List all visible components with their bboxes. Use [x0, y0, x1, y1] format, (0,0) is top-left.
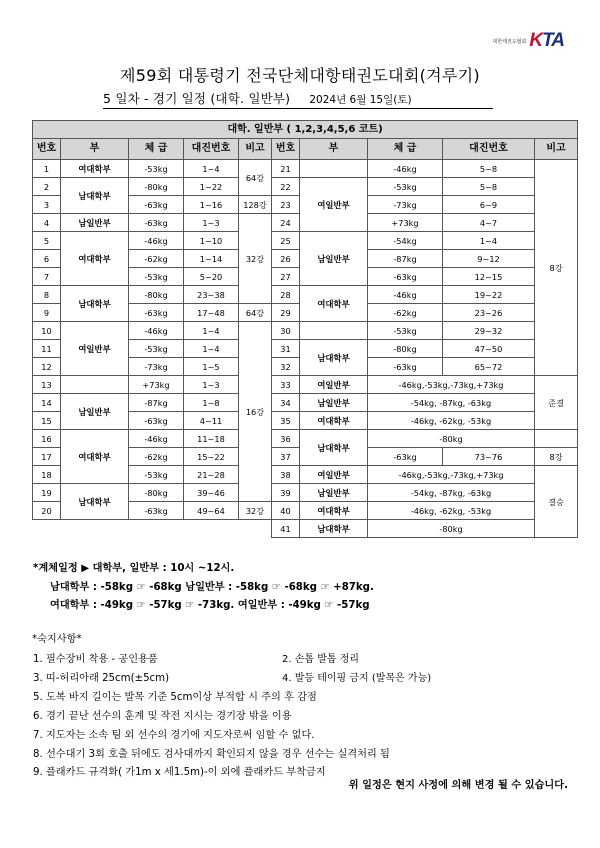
weight-cell: -46kg, -62kg, -53kg [368, 412, 535, 430]
bracket-cell: 1~8 [184, 394, 239, 412]
table-row [33, 376, 578, 394]
subtitle: 5 일차 - 경기 일정 (대학. 일반부) [103, 91, 291, 106]
division-cell: 여일반부 [300, 178, 368, 232]
bracket-cell: 4~7 [443, 214, 535, 232]
division-cell: 남대학부 [300, 520, 368, 538]
weight-cell: -53kg [129, 340, 184, 358]
weight-cell: -80kg [368, 520, 535, 538]
header-note: 비고 [239, 139, 272, 160]
bracket-cell: 1~4 [184, 322, 239, 340]
weight-cell: -87kg [368, 250, 443, 268]
match-number: 28 [272, 286, 300, 304]
document-title: 제59회 대통령기 전국단체대항태권도대회(겨루기) [120, 66, 480, 85]
note-cell: 8강 [535, 160, 578, 376]
table-row [33, 286, 578, 304]
match-number: 33 [272, 376, 300, 394]
division-cell: 여대학부 [300, 286, 368, 322]
match-number: 37 [272, 448, 300, 466]
weight-cell: -54kg, -87kg, -63kg [368, 484, 535, 502]
table-row [33, 394, 578, 412]
table-row [33, 484, 578, 502]
match-number: 3 [33, 196, 61, 214]
table-row [33, 160, 578, 178]
rule-item: 6. 경기 끝난 선수의 훈계 및 작전 지시는 경기장 밖을 이용 [33, 711, 292, 722]
note-cell: 32강 [239, 214, 272, 304]
table-row [33, 178, 578, 196]
match-number: 19 [33, 484, 61, 502]
match-number: 22 [272, 178, 300, 196]
kta-logo [493, 30, 564, 52]
bracket-cell: 1~10 [184, 232, 239, 250]
bracket-cell: 17~48 [184, 304, 239, 322]
match-number: 40 [272, 502, 300, 520]
rule-item: 5. 도복 바지 길이는 발목 기준 5cm이상 부적합 시 주의 후 감점 [33, 692, 317, 703]
match-number: 25 [272, 232, 300, 250]
bracket-cell: 15~22 [184, 448, 239, 466]
table-row [33, 232, 578, 250]
rule-item: 3. 띠-허리아래 25cm(±5cm) [33, 673, 170, 684]
match-number: 5 [33, 232, 61, 250]
match-number: 15 [33, 412, 61, 430]
bracket-cell: 1~14 [184, 250, 239, 268]
header-weight: 체 급 [368, 139, 443, 160]
header-bracket: 대진번호 [184, 139, 239, 160]
bracket-cell: 65~72 [443, 358, 535, 376]
weight-cell: -80kg [129, 178, 184, 196]
table-row [33, 430, 578, 448]
weight-cell: -46kg [129, 430, 184, 448]
header-note: 비고 [535, 139, 578, 160]
match-number: 27 [272, 268, 300, 286]
division-cell [300, 322, 368, 340]
match-number: 39 [272, 484, 300, 502]
match-number: 36 [272, 430, 300, 448]
bracket-cell: 29~32 [443, 322, 535, 340]
bracket-cell: 23~38 [184, 286, 239, 304]
weight-cell: -46kg,-53kg,-73kg,+73kg [368, 376, 535, 394]
rule-item: 4. 발등 테이핑 금지 (발목은 가능) [282, 673, 432, 684]
weight-cell: -46kg [368, 286, 443, 304]
rule-item: 7. 지도자는 소속 팀 외 선수의 경기에 지도자로써 임할 수 없다. [33, 730, 315, 741]
weight-cell: -80kg [129, 286, 184, 304]
bracket-cell: 9~12 [443, 250, 535, 268]
match-number: 41 [272, 520, 300, 538]
match-number: 30 [272, 322, 300, 340]
note-cell: 16강 [239, 322, 272, 502]
header-division: 부 [300, 139, 368, 160]
note-cell: 결승 [535, 466, 578, 538]
bracket-cell: 23~26 [443, 304, 535, 322]
match-number: 9 [33, 304, 61, 322]
match-number: 1 [33, 160, 61, 178]
schedule-table [32, 120, 578, 538]
bracket-cell: 1~4 [443, 232, 535, 250]
rule-item: 1. 필수장비 착용 - 공인용품 [33, 654, 158, 665]
match-number: 32 [272, 358, 300, 376]
weight-cell: -53kg [129, 466, 184, 484]
weight-cell: +73kg [368, 214, 443, 232]
match-number: 6 [33, 250, 61, 268]
weight-cell: -63kg [368, 358, 443, 376]
bracket-cell: 1~3 [184, 214, 239, 232]
note-cell: 32강 [239, 502, 272, 520]
event-date: 2024년 6월 15일(토) [309, 94, 412, 106]
weight-cell: -63kg [368, 448, 443, 466]
note-cell: 128강 [239, 196, 272, 214]
rules-title: *숙지사항* [32, 634, 82, 645]
division-cell: 남일반부 [300, 232, 368, 286]
division-cell: 여대학부 [61, 160, 129, 178]
weight-cell: -63kg [129, 196, 184, 214]
weight-cell: -73kg [368, 196, 443, 214]
bracket-cell: 39~46 [184, 484, 239, 502]
weigh-in-men: 남대학부 : -58kg ☞ -68kg 남일반부 : -58kg ☞ -68kg ☞ +87kg. [50, 582, 374, 593]
bracket-cell: 21~28 [184, 466, 239, 484]
match-number: 13 [33, 376, 61, 394]
weight-cell: -54kg, -87kg, -63kg [368, 394, 535, 412]
match-number: 14 [33, 394, 61, 412]
weight-cell: -80kg [129, 484, 184, 502]
rule-item: 2. 손톱 발톱 정리 [282, 654, 360, 665]
weight-cell: -54kg [368, 232, 443, 250]
weight-cell: -63kg [129, 304, 184, 322]
bracket-cell: 5~8 [443, 178, 535, 196]
logo-caption: 대한태권도협회 [492, 38, 527, 45]
kta-logo-mark: KTA [529, 30, 564, 51]
weight-cell: -80kg [368, 340, 443, 358]
weight-cell: -63kg [129, 502, 184, 520]
bracket-cell: 1~16 [184, 196, 239, 214]
weigh-in-schedule: *계체일정 ▶ 대학부, 일반부 : 10시 ~12시. [33, 563, 235, 574]
division-cell: 남대학부 [61, 286, 129, 322]
weight-cell: -46kg [129, 232, 184, 250]
division-cell: 여일반부 [300, 376, 368, 394]
weight-cell: -46kg [129, 322, 184, 340]
weight-cell: -63kg [129, 214, 184, 232]
bracket-cell: 47~50 [443, 340, 535, 358]
match-number: 17 [33, 448, 61, 466]
bracket-cell: 12~15 [443, 268, 535, 286]
weight-cell: -63kg [368, 268, 443, 286]
header-number: 번호 [272, 139, 300, 160]
weight-cell: -53kg [129, 160, 184, 178]
division-cell: 남일반부 [300, 484, 368, 502]
note-cell: 준결 [535, 376, 578, 430]
bracket-cell: 19~22 [443, 286, 535, 304]
match-number: 20 [33, 502, 61, 520]
match-number: 11 [33, 340, 61, 358]
bracket-cell: 1~4 [184, 340, 239, 358]
division-cell: 여대학부 [300, 412, 368, 430]
match-number: 7 [33, 268, 61, 286]
division-cell: 여대학부 [300, 502, 368, 520]
bracket-cell: 1~4 [184, 160, 239, 178]
weight-cell: -46kg [368, 160, 443, 178]
weight-cell: -62kg [129, 250, 184, 268]
weight-cell: -53kg [368, 322, 443, 340]
header-bracket: 대진번호 [443, 139, 535, 160]
table-header-row [33, 139, 578, 160]
match-number: 21 [272, 160, 300, 178]
weigh-in-women: 여대학부 : -49kg ☞ -57kg ☞ -73kg. 여일반부 : -49kg ☞ -57kg [50, 600, 370, 611]
division-cell: 남대학부 [61, 178, 129, 214]
match-number: 38 [272, 466, 300, 484]
weight-cell: -46kg, -62kg, -53kg [368, 502, 535, 520]
weight-cell: -87kg [129, 394, 184, 412]
weight-cell: -80kg [368, 430, 535, 448]
header-weight: 체 급 [129, 139, 184, 160]
weight-cell: -73kg [129, 358, 184, 376]
match-number: 34 [272, 394, 300, 412]
weight-cell: -62kg [129, 448, 184, 466]
division-cell: 남일반부 [300, 394, 368, 412]
header-division: 부 [61, 139, 129, 160]
match-number: 8 [33, 286, 61, 304]
bracket-cell: 1~22 [184, 178, 239, 196]
bracket-cell: 1~5 [184, 358, 239, 376]
bracket-cell: 4~11 [184, 412, 239, 430]
header-number: 번호 [33, 139, 61, 160]
table-row [33, 322, 578, 340]
division-cell: 여대학부 [61, 430, 129, 484]
bracket-cell: 11~18 [184, 430, 239, 448]
empty-cell [33, 520, 272, 538]
bracket-cell: 5~8 [443, 160, 535, 178]
division-cell: 남일반부 [61, 394, 129, 430]
division-cell: 남대학부 [61, 484, 129, 520]
table-banner-row [33, 121, 578, 139]
table-row [33, 520, 578, 538]
match-number: 12 [33, 358, 61, 376]
bracket-cell: 73~76 [443, 448, 535, 466]
match-number: 26 [272, 250, 300, 268]
division-cell: 남일반부 [61, 214, 129, 232]
change-notice: 위 일정은 현지 사정에 의해 변경 될 수 있습니다. [348, 780, 568, 791]
division-cell: 여일반부 [61, 322, 129, 376]
match-number: 4 [33, 214, 61, 232]
bracket-cell: 5~20 [184, 268, 239, 286]
match-number: 18 [33, 466, 61, 484]
rule-item: 8. 선수대기 3회 호출 뒤에도 검사대까지 확인되지 않을 경우 선수는 실격처리 됨 [33, 749, 390, 760]
weight-cell: -63kg [129, 412, 184, 430]
match-number: 29 [272, 304, 300, 322]
weight-cell: +73kg [129, 376, 184, 394]
match-number: 35 [272, 412, 300, 430]
note-cell [535, 430, 578, 448]
weight-cell: -62kg [368, 304, 443, 322]
note-cell: 64강 [239, 160, 272, 196]
weight-cell: -53kg [368, 178, 443, 196]
weight-cell: -53kg [129, 268, 184, 286]
note-cell: 64강 [239, 304, 272, 322]
match-number: 23 [272, 196, 300, 214]
bracket-cell: 6~9 [443, 196, 535, 214]
division-cell: 여일반부 [300, 466, 368, 484]
match-number: 16 [33, 430, 61, 448]
weight-cell: -46kg,-53kg,-73kg,+73kg [368, 466, 535, 484]
division-cell [61, 376, 129, 394]
match-number: 31 [272, 340, 300, 358]
rule-item: 9. 플래카드 규격화( 가1m x 세1.5m)-이 외에 플래카드 부착금지 [33, 767, 326, 778]
division-cell: 남대학부 [300, 430, 368, 466]
match-number: 24 [272, 214, 300, 232]
note-cell: 8강 [535, 448, 578, 466]
division-cell [300, 160, 368, 178]
table-banner: 대학. 일반부 ( 1,2,3,4,5,6 코트) [33, 121, 578, 139]
bracket-cell: 1~3 [184, 376, 239, 394]
match-number: 2 [33, 178, 61, 196]
bracket-cell: 49~64 [184, 502, 239, 520]
match-number: 10 [33, 322, 61, 340]
division-cell: 여대학부 [61, 232, 129, 286]
subtitle-line [103, 88, 493, 109]
division-cell: 남대학부 [300, 340, 368, 376]
